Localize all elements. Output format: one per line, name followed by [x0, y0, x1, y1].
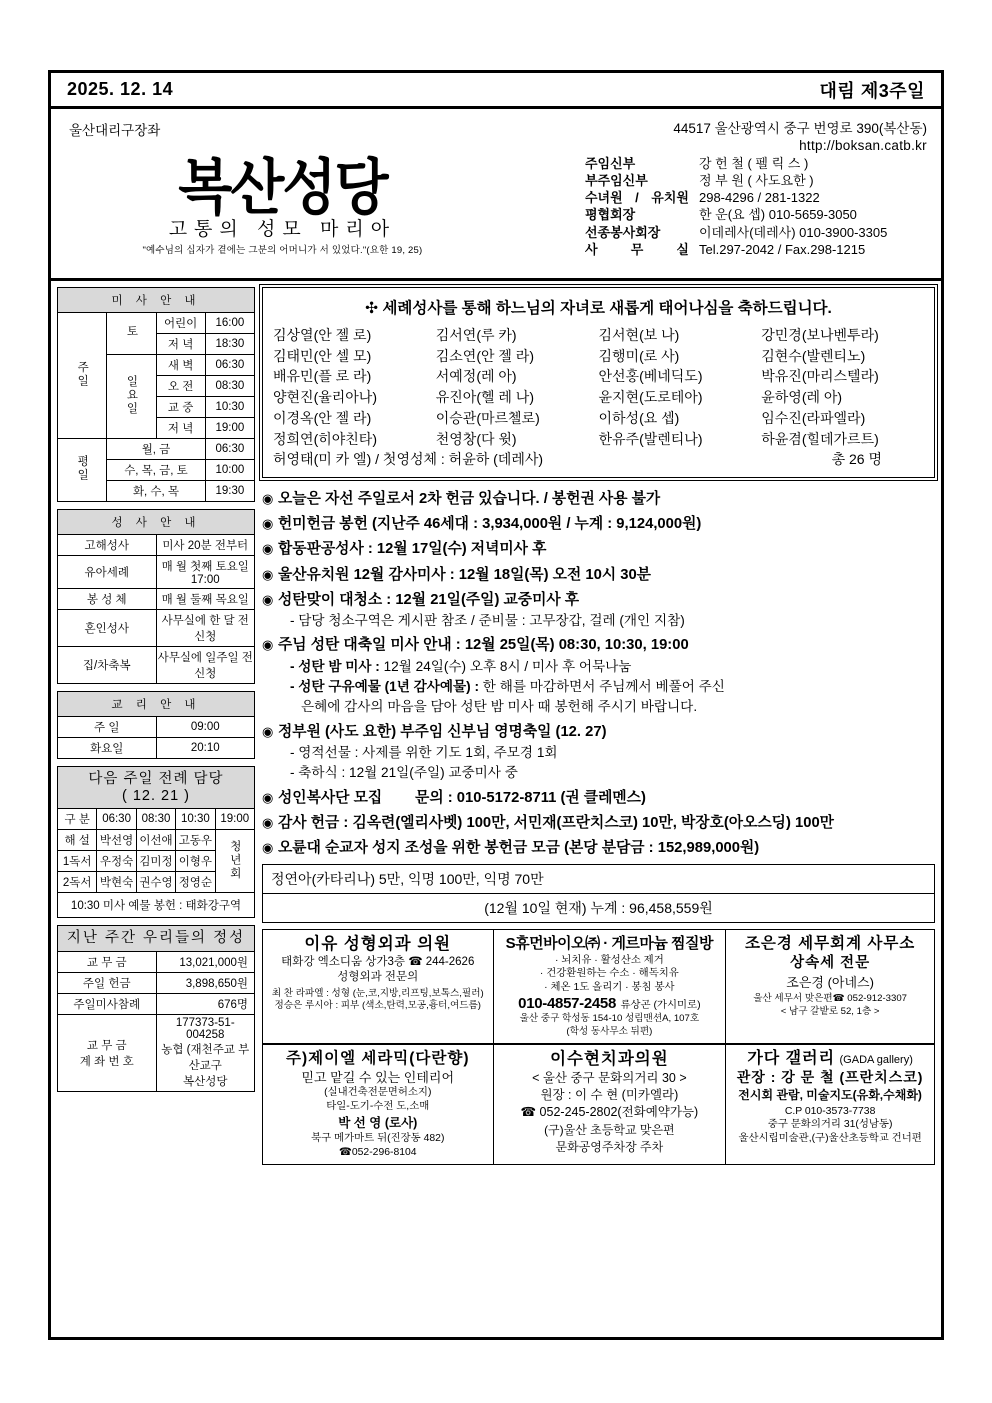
account-holder: 복산성당: [183, 1076, 228, 1089]
liturgy-col-header: 10:30: [176, 809, 215, 830]
bullet-icon: ◉: [262, 591, 274, 607]
notice-text: 오늘은 자선 주일로서 2차 헌금 있습니다. / 봉헌권 사용 불가: [278, 491, 661, 508]
dateline-bar: [51, 73, 941, 109]
baptism-heading: ✣ 세례성사를 통해 하느님의 자녀로 새롭게 태어나심을 축하드립니다.: [365, 300, 832, 317]
sacrament-name: 유아세례: [58, 556, 157, 589]
mass-kind: 수, 목, 금, 토: [107, 460, 206, 481]
baptism-name: 이승관(마르첼로): [435, 409, 540, 426]
scripture-verse: "예수님의 십자가 곁에는 그분의 어머니가 서 있었다."(요한 19, 25): [142, 245, 423, 256]
contact-row: [514, 189, 927, 206]
offering-value: 13,021,000원: [156, 952, 255, 973]
contact-value: 정 부 원 ( 사도요한 ): [698, 173, 814, 189]
liturgy-col-header: 구 분: [58, 809, 97, 830]
ad-line: 타일-도기-수전 도,소매: [326, 1100, 430, 1112]
contact-row: [514, 224, 927, 241]
mass-kind: 저 녁: [156, 334, 205, 355]
ad-subtitle: 상속세 전문: [790, 954, 871, 971]
notice-text: 오륜대 순교자 성지 조성을 위한 봉헌금 모금 (본당 분담금 : 152,989,000원): [278, 840, 760, 857]
notice-subline-text: 12월 24일(수) 오후 8시 / 미사 후 어묵나눔: [383, 658, 632, 674]
liturgy-duty-heading: 다음 주일 전례 담당: [88, 771, 224, 787]
sacrament-value: 매 월 첫째 토요일 17:00: [156, 556, 255, 589]
account-number: 177373-51-004258: [175, 1017, 235, 1042]
donation-donors: 정연아(카타리나) 5만, 익명 100만, 익명 70만: [263, 865, 934, 894]
bullet-icon: ◉: [262, 723, 274, 739]
offering-value: 676명: [156, 994, 255, 1015]
bulletin-page: [48, 70, 944, 1340]
mass-sat-label: 토: [125, 325, 138, 339]
list-item: [262, 837, 935, 859]
mass-sunday-label: 주일: [76, 360, 89, 388]
advertisement-row: [263, 930, 934, 1045]
ad-title: 가다 갤러리: [747, 1050, 836, 1068]
ad-title: 주)제이엘 세라믹(다란향): [285, 1050, 470, 1068]
bullet-icon: ◉: [262, 541, 274, 557]
ad-title-en: (GADA gallery): [839, 1054, 913, 1067]
ad-subtitle: 관장 : 강 문 철 (프란치스코): [736, 1069, 924, 1086]
bullet-icon: ◉: [262, 637, 274, 653]
mass-sunday-day-label: 일요일: [125, 374, 138, 416]
baptism-name: 윤지현(도로테아): [598, 389, 703, 406]
liturgy-duty-title: [58, 767, 255, 809]
mass-time: 10:00: [205, 460, 254, 481]
mass-time: 19:30: [205, 481, 254, 502]
ad-person: 박 선 영 (로사): [338, 1116, 418, 1131]
liturgical-season: 대림 제3주일: [819, 80, 925, 101]
notice-subline-text: 한 해를 마감하면서 주님께서 베풀어 주신: [482, 678, 725, 694]
sidebar: [57, 287, 255, 1331]
contact-row: [514, 172, 927, 189]
notice-text: 감사 헌금 :: [278, 814, 353, 831]
baptism-row: [273, 325, 924, 346]
church-address: 44517 울산광역시 중구 번영로 390(복산동): [673, 121, 927, 136]
notice-text: 주님 성탄 대축일 미사 안내 :: [278, 637, 465, 654]
list-item: [262, 538, 935, 560]
contact-value: 298-4296 / 281-1322: [698, 190, 820, 206]
ad-line: (구)울산 초등학교 맞은편: [544, 1123, 675, 1138]
ad-title: 이수현치과의원: [550, 1050, 669, 1069]
notice-detail: 12월 17일(수) 저녁미사 후: [376, 541, 547, 558]
notice-text: 헌미헌금 봉헌 (지난주 46세대 : 3,934,000원 / 누계 : 9,124,000원): [278, 516, 702, 533]
ad-phone[interactable]: ☎ 052-245-2802(전화예약가능): [520, 1104, 699, 1119]
account-bank: 농협 (재천주교 부산교구: [161, 1044, 250, 1073]
ad-phone[interactable]: 010-4857-2458: [518, 995, 617, 1013]
mass-time: 16:00: [205, 313, 254, 334]
baptism-name: 이하성(요 셉): [598, 409, 680, 426]
baptism-name: 김태민(안 셀 모): [273, 347, 372, 364]
offering-name: 주일 헌금: [58, 973, 157, 994]
mass-time: 06:30: [205, 439, 254, 460]
notice-subline-text: 은혜에 감사의 마음을 담아 성탄 밤 미사 때 봉헌해 주시기 바랍니다.: [301, 699, 698, 715]
liturgy-duty-table: [57, 766, 255, 918]
ad-line: (실내건축전문면허소지): [324, 1087, 432, 1099]
advertisement-grid: [262, 929, 935, 1165]
bullet-icon: ◉: [262, 516, 274, 532]
masthead-left: [51, 109, 514, 278]
list-item: [262, 812, 935, 834]
bullet-icon: ◉: [262, 789, 274, 805]
notice-text: 성탄맞이 대청소 :: [278, 591, 396, 608]
ad-contact-name: 류상곤 (가시미로): [620, 1000, 701, 1012]
liturgy-role: 2독서: [58, 872, 97, 893]
mass-schedule-table: [57, 287, 255, 502]
notice-subline: [278, 697, 935, 717]
liturgy-person: 박선영: [97, 830, 136, 851]
baptism-name: 김행미(로 사): [598, 347, 680, 364]
ad-title: 조은경 세무회계 사무소: [744, 935, 916, 953]
mass-kind: 월, 금: [107, 439, 206, 460]
baptism-name: 박유진(마리스텔라): [761, 368, 879, 385]
notices-list: [262, 488, 935, 862]
baptism-name: 김현수(발렌티노): [761, 347, 866, 364]
bullet-icon: ◉: [262, 814, 274, 830]
liturgy-person: 정영순: [176, 872, 215, 893]
liturgy-person: 이형우: [176, 851, 215, 872]
offering-table: [57, 925, 255, 1092]
sacrament-name: 고해성사: [58, 535, 157, 556]
notice-text: 합동판공성사 :: [278, 541, 377, 558]
church-name-logo: 복산성당: [178, 152, 387, 223]
baptism-name: 한유주(발렌티나): [598, 430, 703, 447]
contact-label: 주임신부: [584, 156, 636, 171]
contact-value: Tel.297-2042 / Fax.298-1215: [698, 241, 866, 257]
bullet-icon: ◉: [262, 840, 274, 856]
ad-line: 울산 중구 학성동 154-10 성림맨션A, 107호: [519, 1013, 700, 1025]
offering-title: 지난 주간 우리들의 정성: [58, 926, 255, 952]
baptism-last-row: [273, 449, 924, 470]
liturgy-person: 권수영: [136, 872, 175, 893]
account-label-line1: 교 무 금: [86, 1040, 127, 1053]
doctrine-table: [57, 691, 255, 759]
notice-detail: 12월 25일(목) 08:30, 10:30, 19:00: [464, 637, 689, 654]
baptism-first-communion: 허영태(미 카 엘) / 첫영성체 : 허윤하 (데레사): [273, 451, 544, 468]
notice-text: 성인복사단 모집: [278, 789, 383, 806]
ad-line: 원장 : 이 수 현 (미카엘라): [540, 1087, 679, 1102]
baptism-total-count: 총 26 명: [831, 451, 882, 468]
contact-label: 평협회장: [584, 207, 636, 223]
sacrament-value: 매 월 둘째 목요일: [156, 589, 255, 610]
baptism-name: 김서연(루 카): [435, 327, 517, 343]
ad-phone[interactable]: C.P 010-3573-7738: [784, 1105, 876, 1117]
liturgy-person: 이선애: [136, 830, 175, 851]
liturgy-col-header: 08:30: [136, 809, 175, 830]
mass-time: 08:30: [205, 376, 254, 397]
ad-title: S휴먼바이오㈜ · 게르마늄 찜질방: [505, 935, 714, 953]
ad-phone[interactable]: ☎052-296-8104: [338, 1146, 417, 1158]
notice-detail: 문의 : 010-5172-8711 (권 클레멘스): [382, 789, 646, 806]
baptism-name: 임수진(라파엘라): [761, 409, 866, 426]
contact-label: 부주임신부: [584, 173, 648, 189]
ad-title-wrap: [729, 1049, 931, 1069]
ad-line: · 체온 1도 올리기 · 봉침 봉사: [544, 981, 675, 993]
baptism-name: 양현진(율리아나): [273, 389, 377, 406]
contact-value: 이데레사(데레사) 010-3900-3305: [698, 224, 888, 240]
doctrine-value: 20:10: [156, 738, 255, 759]
mass-kind: 화, 수, 목: [107, 481, 206, 502]
account-number-label: [58, 1015, 157, 1092]
list-item: [262, 721, 935, 784]
mass-schedule-title: 미 사 안 내: [58, 288, 255, 313]
baptism-name: 김서현(보 나): [598, 327, 680, 343]
diocese-label: 울산대리구장좌: [69, 123, 161, 138]
liturgy-offering-note: 10:30 미사 예물 봉헌 : 태화강구역: [58, 893, 255, 918]
donation-total: (12월 10일 현재) 누계 : 96,458,559원: [484, 900, 713, 917]
list-item: [262, 488, 935, 510]
contact-row: [514, 241, 927, 258]
donation-summary-box: [262, 864, 935, 923]
baptism-row: [273, 429, 924, 450]
list-item: [262, 564, 935, 586]
notice-text: 울산유치원 12월 감사미사 :: [278, 566, 459, 583]
account-number-value: [156, 1015, 255, 1092]
notice-subline: [278, 657, 935, 677]
ad-gada-gallery[interactable]: [725, 1045, 934, 1164]
ad-line: · 뇌치유 · 활성산소 제거: [554, 954, 664, 966]
doctrine-name: 주 일: [58, 717, 157, 738]
mass-kind: 교 중: [156, 397, 205, 418]
baptism-row: [273, 366, 924, 387]
notice-subline: - 축하식 : 12월 21일(주일) 교중미사 중: [290, 765, 518, 781]
ad-line: 믿고 맡길 수 있는 인테리어: [301, 1069, 455, 1085]
bulletin-body: [51, 281, 941, 1337]
mass-kind: 어린이: [156, 313, 205, 334]
notice-subline-label: - 성탄 밤 미사 :: [290, 658, 384, 674]
ad-line: 최 찬 라파엘 : 성형 (눈,코,지방,리프팅,보톡스,필러): [271, 987, 484, 999]
ad-iyu-plastic-surgery[interactable]: [263, 930, 493, 1043]
baptism-row: [273, 387, 924, 408]
ad-line: 북구 메가마트 뒤(진장동 482): [311, 1133, 445, 1145]
ad-lee-soohyun-dental[interactable]: [493, 1045, 726, 1164]
baptism-name: 천영창(다 윗): [435, 430, 517, 447]
list-item: [262, 634, 935, 717]
sacrament-value: 사무실에 한 달 전 신청: [156, 610, 255, 647]
list-item: [262, 589, 935, 632]
liturgy-person: 박현숙: [97, 872, 136, 893]
ad-title: 이유 성형외과 의원: [304, 935, 452, 954]
baptism-name: 김상열(안 젤 로): [273, 327, 372, 343]
baptism-row: [273, 346, 924, 367]
baptism-name: 이경옥(안 젤 라): [273, 409, 372, 426]
sacrament-name: 봉 성 체: [58, 589, 157, 610]
ad-cho-eunkyung-tax[interactable]: [725, 930, 934, 1043]
offering-value: 3,898,650원: [156, 973, 255, 994]
doctrine-name: 화요일: [58, 738, 157, 759]
liturgy-person: 고동우: [176, 830, 215, 851]
baptism-name: 유진아(헬 레 나): [435, 389, 534, 406]
ad-line: 태화강 엑소디움 상가3층 ☎ 244-2626: [281, 955, 475, 968]
baptism-name: 강민경(보나벤투라): [761, 327, 879, 343]
contact-value: 강 헌 철 ( 펠 릭 스 ): [698, 156, 809, 171]
notice-subline-label: - 성탄 구유예물 (1년 감사예물) :: [290, 678, 483, 694]
bullet-icon: ◉: [262, 491, 274, 507]
list-item: [262, 513, 935, 535]
main-content: [262, 287, 935, 1331]
baptism-name: 서예정(레 아): [435, 368, 517, 385]
baptism-name: 정희연(히야친타): [273, 430, 377, 447]
sacrament-value: 미사 20분 전부터: [156, 535, 255, 556]
mass-kind: 오 전: [156, 376, 205, 397]
ad-line: < 울산 중구 문화의거리 30 >: [532, 1070, 687, 1085]
ad-line: 전시회 관람, 미술지도(유화,수채화): [738, 1087, 922, 1102]
list-item: [262, 787, 935, 809]
ad-line: 성형외과 전문의: [337, 971, 419, 984]
ad-person: 조은경 (아네스): [786, 974, 874, 990]
mass-time: 10:30: [205, 397, 254, 418]
bullet-icon: ◉: [262, 566, 274, 582]
ad-s-human-bio[interactable]: [493, 930, 726, 1043]
baptism-name: 윤하영(레 아): [761, 389, 843, 406]
contact-row: [514, 206, 927, 223]
sacraments-title: 성 사 안 내: [58, 510, 255, 535]
baptism-name: 안선홍(베네딕도): [598, 368, 703, 385]
church-patron: 고통의 성모 마리아: [168, 219, 397, 240]
bulletin-date: 2025. 12. 14: [67, 79, 174, 99]
ad-line: 문화공영주차장 주차: [555, 1139, 664, 1154]
mass-time: 06:30: [205, 355, 254, 376]
notice-detail: 12월 21일(주일) 교중미사 후: [395, 591, 580, 608]
table-row: [58, 830, 255, 851]
notice-detail: 12월 18일(목) 오전 10시 30분: [458, 566, 651, 583]
doctrine-value: 09:00: [156, 717, 255, 738]
sacrament-value: 사무실에 일주일 전 신청: [156, 647, 255, 684]
mass-weekday-label: 평일: [76, 455, 89, 482]
liturgy-evening-group: 청년회: [228, 839, 241, 881]
offering-name: 주일미사참례: [58, 994, 157, 1015]
liturgy-role: 해 설: [58, 830, 97, 851]
sacraments-table: [57, 509, 255, 684]
notice-subline: [278, 677, 935, 697]
advertisement-row: [263, 1045, 934, 1164]
notice-detail: 김옥련(엘리사벳) 100만, 서민재(프란치스코) 10만, 박장호(아오스딩) 100만: [352, 814, 834, 831]
offering-name: 교 무 금: [58, 952, 157, 973]
sacrament-name: 혼인성사: [58, 610, 157, 647]
sacrament-name: 집/차축복: [58, 647, 157, 684]
liturgy-col-header: 19:00: [215, 809, 254, 830]
masthead-contact-block: [514, 109, 941, 278]
mass-time: 18:30: [205, 334, 254, 355]
notice-subline: - 영적선물 : 사제를 위한 기도 1회, 주모경 1회: [290, 744, 558, 760]
ad-line: 중구 문화의거리 31(성남동): [767, 1119, 893, 1131]
masthead: [51, 109, 941, 281]
liturgy-person: 김미정: [136, 851, 175, 872]
notice-subline: - 담당 청소구역은 게시판 참조 / 준비물 : 고무장갑, 걸레 (개인 지참): [290, 612, 685, 628]
ad-jl-ceramic[interactable]: [263, 1045, 493, 1164]
contact-label: 선종봉사회장: [584, 224, 661, 240]
liturgy-role: 1독서: [58, 851, 97, 872]
mass-kind: 새 벽: [156, 355, 205, 376]
ad-line: 정승은 루시아 : 피부 (색소,탄력,모공,흉터,여드름): [274, 1000, 481, 1012]
contact-row: [514, 155, 927, 172]
church-website[interactable]: http://boksan.catb.kr: [799, 138, 927, 153]
mass-time: 19:00: [205, 418, 254, 439]
ad-line: 울산 세무서 맞은편☎ 052-912-3307: [753, 993, 908, 1005]
mass-kind: 저 녁: [156, 418, 205, 439]
baptism-announcement-box: [262, 287, 935, 478]
baptism-name: 배유민(플 로 라): [273, 368, 372, 385]
baptism-row: [273, 408, 924, 429]
account-label-line2: 계 좌 번 호: [79, 1056, 134, 1069]
contact-label: 사 무 실: [584, 241, 689, 257]
baptism-name: 김소연(안 젤 라): [435, 347, 534, 364]
liturgy-person: 우정숙: [97, 851, 136, 872]
baptism-name: 하윤겸(힐데가르트): [761, 430, 879, 447]
liturgy-duty-date: ( 12. 21 ): [121, 787, 191, 804]
contact-label: 수녀원 / 유치원: [584, 190, 689, 206]
doctrine-title: 교 리 안 내: [58, 692, 255, 717]
contact-value: 한 운(요 셉) 010-5659-3050: [698, 207, 857, 223]
ad-line: (학성 동사무소 뒤편): [566, 1025, 653, 1037]
ad-line: · 건강환원하는 수소 · 해독치유: [539, 968, 679, 980]
notice-text: 정부원 (사도 요한) 부주임 신부님 영명축일 (12. 27): [278, 723, 607, 740]
ad-line: 울산시립미술관,(구)울산초등학교 건너편: [738, 1132, 922, 1144]
liturgy-col-header: 06:30: [97, 809, 136, 830]
ad-line: < 남구 갈밭로 52, 1층 >: [780, 1005, 880, 1017]
